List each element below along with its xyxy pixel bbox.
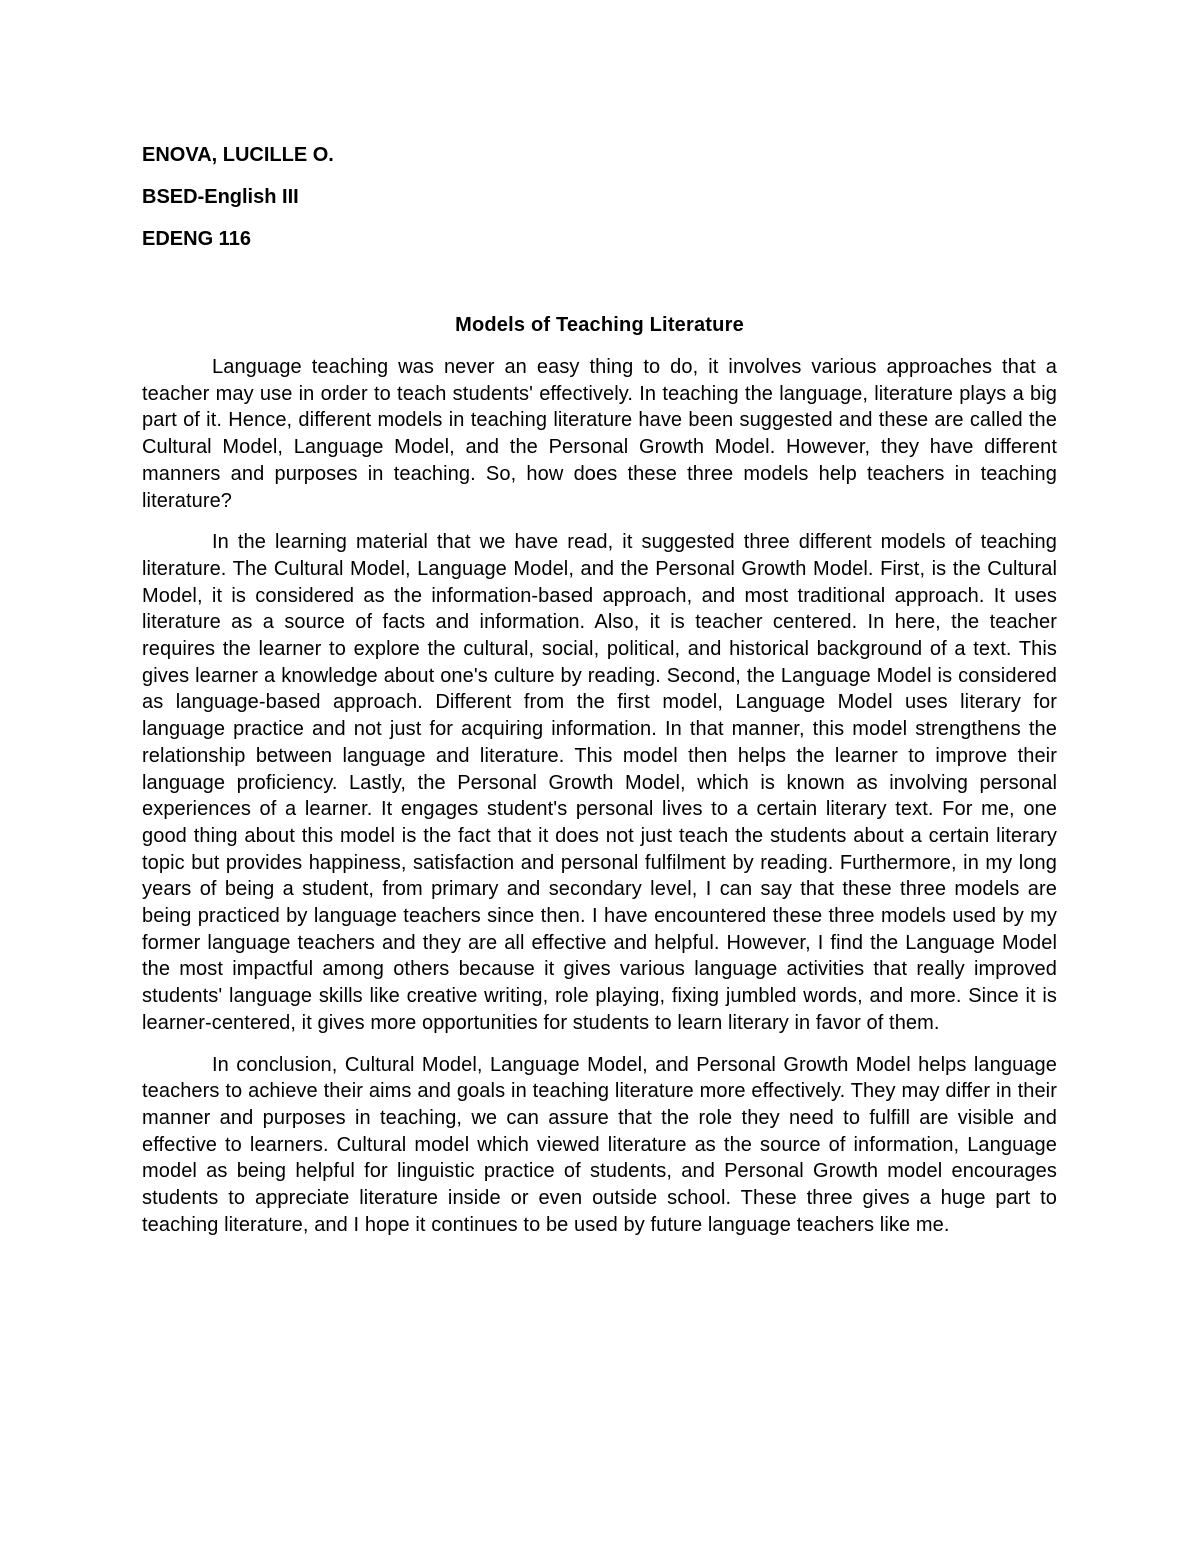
student-course: BSED-English III <box>142 186 299 208</box>
paragraph-introduction: Language teaching was never an easy thing to do, it involves various approaches that a teacher may use in order to teach students' effectively. In teaching the language, literature plays a big part of it. Hence, different models in teaching literature have been suggested and these are called the Cultural Model, Language Model, and the Personal Growth Model. However, they have different manners and purposes in teaching. So, how does these three models help teachers in teaching literature? <box>142 356 1057 512</box>
student-name: ENOVA, LUCILLE O. <box>142 144 334 166</box>
paragraph-conclusion: In conclusion, Cultural Model, Language Model, and Personal Growth Model helps language teachers to achieve their aims and goals in teaching literature more effectively. They may differ in their manner and purposes in teaching, we can assure that the role they need to fulfill are visible and effective to learners. Cultural model which viewed literature as the source of information, Language model as being helpful for linguistic practice of students, and Personal Growth model encourages students to appreciate literature inside or even outside school. These three gives a huge part to teaching literature, and I hope it continues to be used by future language teachers like me. <box>142 1053 1057 1236</box>
document-body <box>142 354 1057 1254</box>
document-title: Models of Teaching Literature <box>455 314 744 336</box>
subject-code: EDENG 116 <box>142 228 251 250</box>
paragraph-discussion: In the learning material that we have read, it suggested three different models of teaching literature. The Cultural Model, Language Model, and the Personal Growth Model. First, is the Cultural Model, it is considered as the information-based approach, and most traditional approach. It uses literature as a source of facts and information. Also, it is teacher centered. In here, the teacher requires the learner to explore the cultural, social, political, and historical background of a text. This gives learner a knowledge about one's culture by reading. Second, the Language Model is considered as language-based approach. Different from the first model, Language Model uses literary for language practice and not just for acquiring information. In that manner, this model strengthens the relationship between language and literature. This model then helps the learner to improve their language proficiency. Lastly, the Personal Growth Model, which is known as involving personal experiences of a learner. It engages student's personal lives to a certain literary text. For me, one good thing about this model is the fact that it does not just teach the students about a certain literary topic but provides happiness, satisfaction and personal fulfilment by reading. Furthermore, in my long years of being a student, from primary and secondary level, I can say that these three models are being practiced by language teachers since then. I have encountered these three models used by my former language teachers and they are all effective and helpful. However, I find the Language Model the most impactful among others because it gives various language activities that really improved students' language skills like creative writing, role playing, fixing jumbled words, and more. Since it is learner-centered, it gives more opportunities for students to learn literary in favor of them. <box>142 531 1057 1034</box>
